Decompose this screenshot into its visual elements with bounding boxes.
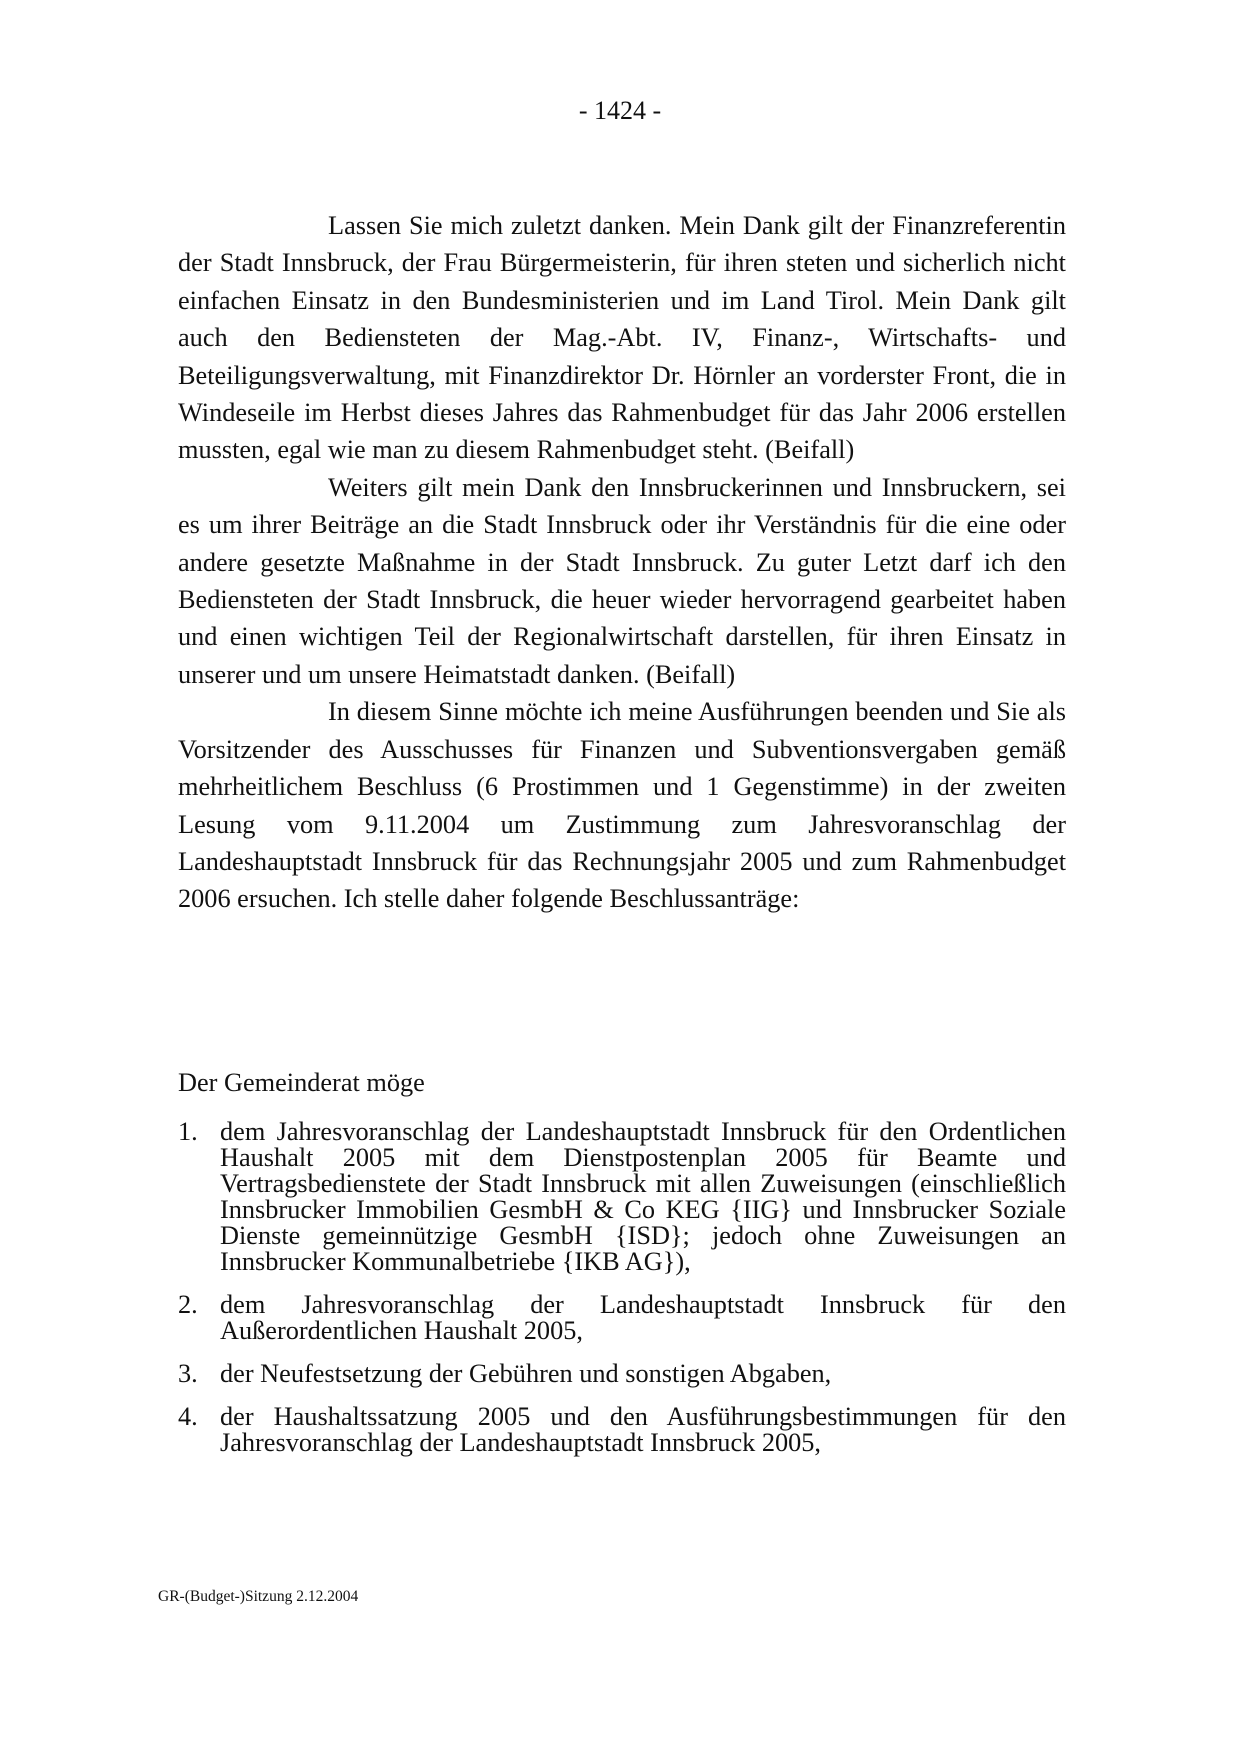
- list-item: [178, 1361, 1066, 1387]
- page-number: - 1424 -: [578, 96, 662, 125]
- paragraph-closing: In diesem Sinne möchte ich meine Ausführungen beenden und Sie als Vorsitzender des Ausschusses für Finanzen und Subventionsvergaben gemäß mehrheitlichem Beschluss (6 Prostimmen und 1 Gegenstimme) in der zweiten Lesung vom 9.11.2004 um Zustimmung zum Jahresvoranschlag der Landeshauptstadt Innsbruck für das Rechnungsjahr 2005 und zum Rahmenbudget 2006 ersuchen. Ich stelle daher folgende Beschlussanträge:: [178, 697, 1066, 914]
- motion-list: [178, 1119, 1066, 1473]
- list-item-text: dem Jahresvoranschlag der Landeshauptstadt Innsbruck für den Ordentlichen Haushalt 2005 mit dem Dienstpostenplan 2005 für Beamte und Vertragsbedienstete der Stadt Innsbruck mit allen Zuweisungen (einschließlich Innsbrucker Immobilien GesmbH & Co KEG {IIG} und Innsbrucker Soziale Dienste gemeinnützige GesmbH {ISD}; jedoch ohne Zuweisungen an Innsbrucker Kommunalbetriebe {IKB AG}),: [220, 1117, 1066, 1276]
- list-item-text: dem Jahresvoranschlag der Landeshauptstadt Innsbruck für den Außerordentlichen Haushalt 2005,: [220, 1290, 1066, 1345]
- paragraph-thanks: Lassen Sie mich zuletzt danken. Mein Dank gilt der Finanzreferentin der Stadt Innsbruck, der Frau Bürgermeisterin, für ihren steten und sicherlich nicht einfachen Einsatz in den Bundesministerien und im Land Tirol. Mein Dank gilt auch den Bediensteten der Mag.-Abt. IV, Finanz-, Wirtschafts- und Beteiligungsverwaltung, mit Finanzdirektor Dr. Hörnler an vorderster Front, die in Windeseile im Herbst dieses Jahres das Rahmenbudget für das Jahr 2006 erstellen mussten, egal wie man zu diesem Rahmenbudget steht. (Beifall): [178, 211, 1066, 465]
- list-item: [178, 1404, 1066, 1456]
- paragraph-citizens: Weiters gilt mein Dank den Innsbruckerinnen und Innsbruckern, sei es um ihrer Beiträge an die Stadt Innsbruck oder ihr Verständnis für die eine oder andere gesetzte Maßnahme in der Stadt Innsbruck. Zu guter Letzt darf ich den Bediensteten der Stadt Innsbruck, die heuer wieder hervorragend gearbeitet haben und einen wichtigen Teil der Regionalwirtschaft darstellen, für ihren Einsatz in unserer und um unsere Heimatstadt danken. (Beifall): [178, 472, 1066, 689]
- page-footer: GR-(Budget-)Sitzung 2.12.2004: [158, 1588, 359, 1605]
- body-text: [178, 207, 1066, 918]
- list-item-number: 1.: [178, 1117, 198, 1146]
- list-item: [178, 1119, 1066, 1275]
- list-item-text: der Haushaltssatzung 2005 und den Ausführungsbestimmungen für den Jahresvoranschlag der Landeshauptstadt Innsbruck 2005,: [220, 1402, 1066, 1457]
- motion-intro: Der Gemeinderat möge: [178, 1068, 425, 1097]
- list-item-number: 2.: [178, 1290, 198, 1319]
- list-item-number: 4.: [178, 1402, 198, 1431]
- list-item-text: der Neufestsetzung der Gebühren und sonstigen Abgaben,: [220, 1359, 832, 1388]
- list-item: [178, 1292, 1066, 1344]
- list-item-number: 3.: [178, 1359, 198, 1388]
